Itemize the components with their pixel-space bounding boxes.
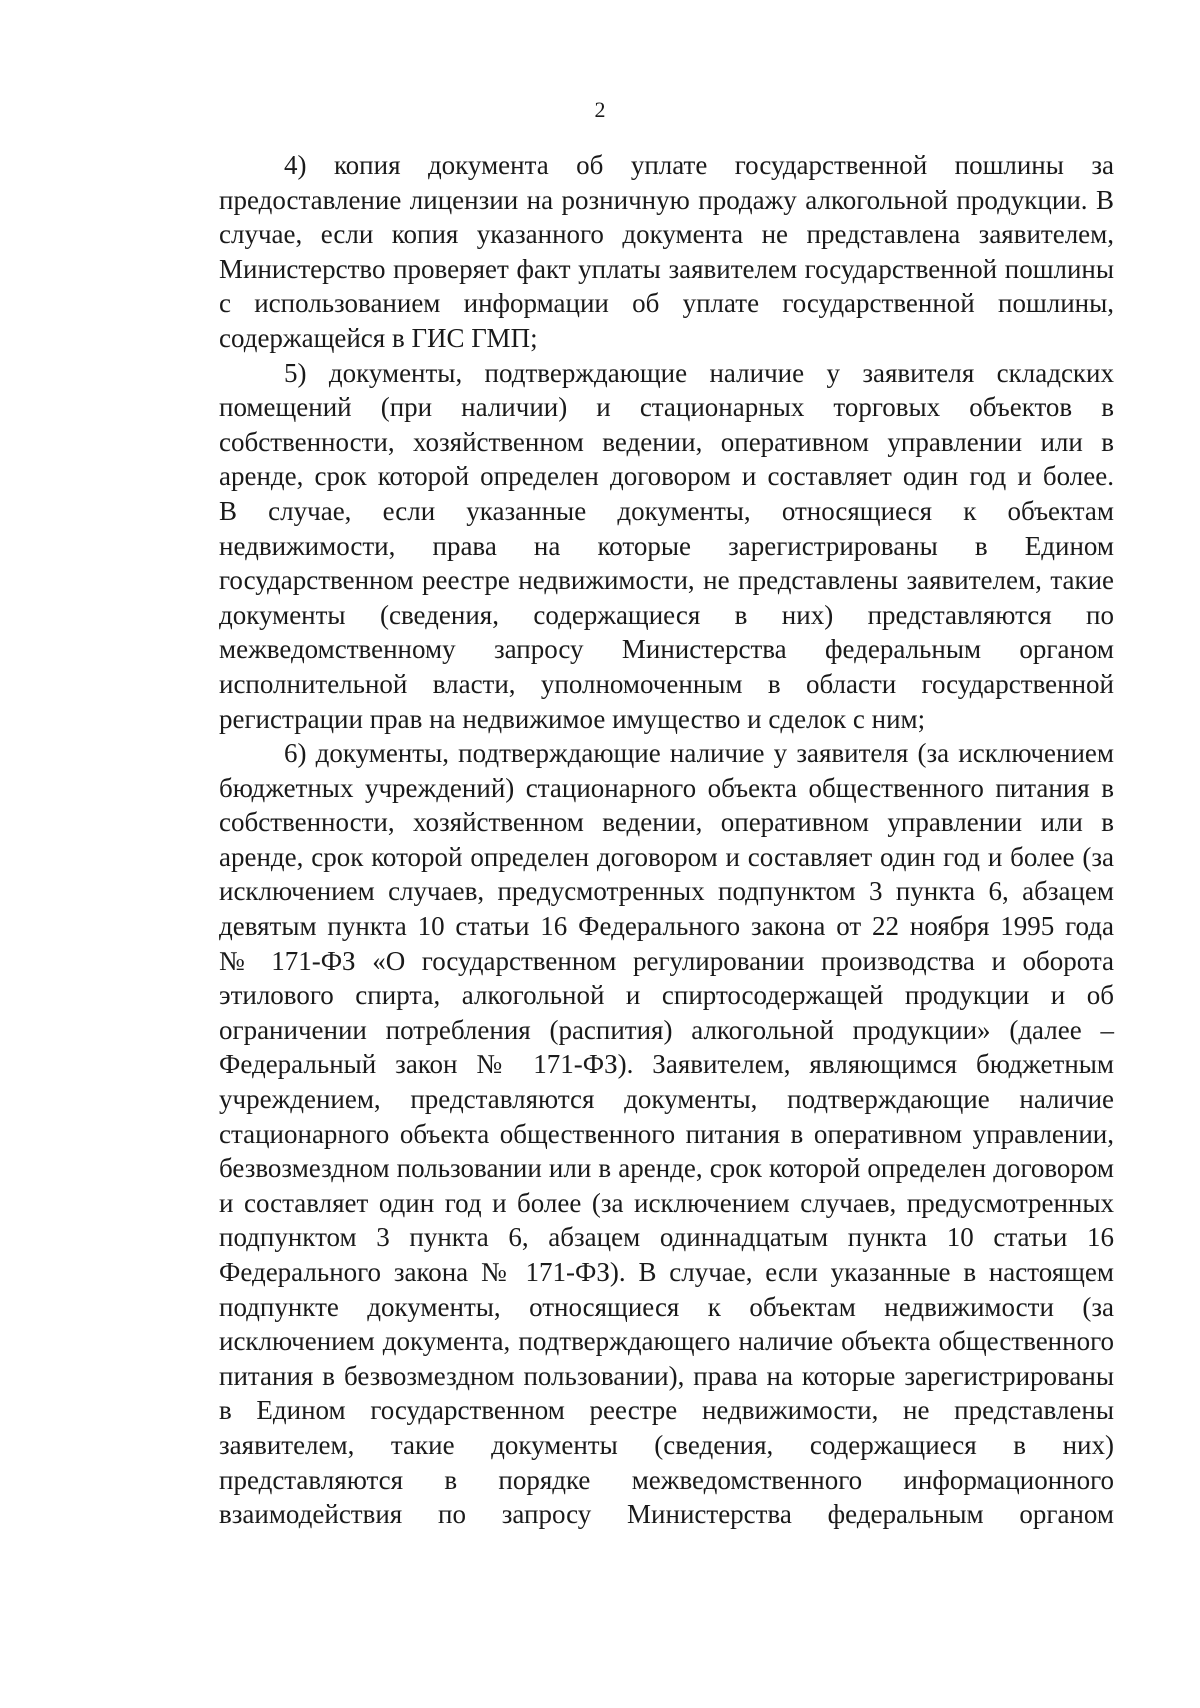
text-line: документы (сведения, содержащиеся в них) представляются по	[219, 599, 1114, 630]
text-line: помещений (при наличии) и стационарных торговых объектов в	[219, 392, 1114, 423]
text-line: подпункте документы, относящиеся к объектам недвижимости (за	[219, 1291, 1114, 1322]
text-line: Федерального закона № 171-ФЗ). В случае, если указанные в настоящем	[219, 1257, 1114, 1287]
text-line: ограничении потребления (распития) алкогольной продукции» (далее –	[219, 1014, 1114, 1045]
text-line: предоставление лицензии на розничную продажу алкогольной продукции. В	[219, 184, 1114, 215]
text-line: собственности, хозяйственном ведении, оперативном управлении или в	[219, 426, 1114, 457]
text-line: 5) документы, подтверждающие наличие у заявителя складских	[284, 357, 1114, 388]
text-line: Министерство проверяет факт уплаты заявителем государственной пошлины	[219, 253, 1114, 284]
text-line: недвижимости, права на которые зарегистрированы в Едином	[219, 530, 1114, 561]
text-line: представляются в порядке межведомственного информационного	[219, 1464, 1114, 1495]
text-line: 6) документы, подтверждающие наличие у заявителя (за исключением	[284, 738, 1114, 769]
text-line: содержащейся в ГИС ГМП;	[219, 322, 538, 353]
text-line: Федеральный закон № 171-ФЗ). Заявителем, являющимся бюджетным	[219, 1049, 1114, 1080]
text-line: аренде, срок которой определен договором и составляет один год и более (за	[219, 841, 1114, 872]
text-line: собственности, хозяйственном ведении, оперативном управлении или в	[219, 807, 1114, 838]
text-line: аренде, срок которой определен договором и составляет один год и более.	[219, 461, 1114, 492]
document-body	[219, 148, 1114, 1532]
text-line: заявителем, такие документы (сведения, содержащиеся в них)	[219, 1429, 1114, 1460]
text-line: и составляет один год и более (за исключением случаев, предусмотренных	[219, 1187, 1114, 1218]
text-line: межведомственному запросу Министерства федеральным органом	[219, 634, 1114, 665]
paragraph-item-4	[219, 148, 1114, 356]
text-line: в Едином государственном реестре недвижимости, не представлены	[219, 1395, 1114, 1426]
text-line: 4) копия документа об уплате государственной пошлины за	[284, 150, 1114, 180]
text-line: исключением случаев, предусмотренных подпунктом 3 пункта 6, абзацем	[219, 876, 1114, 907]
text-line: взаимодействия по запросу Министерства федеральным органом	[219, 1499, 1114, 1530]
text-line: бюджетных учреждений) стационарного объекта общественного питания в	[219, 772, 1114, 803]
text-line: регистрации прав на недвижимое имущество и сделок с ним;	[219, 703, 926, 734]
page-number: 2	[594, 97, 606, 122]
text-line: исключением документа, подтверждающего наличие объекта общественного	[219, 1326, 1114, 1357]
text-line: исполнительной власти, уполномоченным в области государственной	[219, 668, 1114, 699]
text-line: учреждением, представляются документы, подтверждающие наличие	[219, 1084, 1114, 1115]
text-line: безвозмездном пользовании или в аренде, срок которой определен договором	[219, 1153, 1114, 1184]
text-line: с использованием информации об уплате государственной пошлины,	[219, 288, 1114, 319]
text-line: этилового спирта, алкогольной и спиртосодержащей продукции и об	[219, 980, 1114, 1011]
text-line: подпунктом 3 пункта 6, абзацем одиннадцатым пункта 10 статьи 16	[219, 1222, 1114, 1253]
text-line: В случае, если указанные документы, относящиеся к объектам	[219, 495, 1114, 526]
paragraph-item-6	[219, 736, 1114, 1532]
text-line: питания в безвозмездном пользовании), права на которые зарегистрированы	[219, 1360, 1114, 1391]
text-line: девятым пункта 10 статьи 16 Федерального закона от 22 ноября 1995 года	[219, 911, 1114, 942]
text-line: № 171-ФЗ «О государственном регулировании производства и оборота	[219, 945, 1114, 976]
text-line: стационарного объекта общественного питания в оперативном управлении,	[219, 1118, 1114, 1149]
text-line: случае, если копия указанного документа не представлена заявителем,	[219, 219, 1114, 250]
paragraph-item-5	[219, 356, 1114, 737]
text-line: государственном реестре недвижимости, не представлены заявителем, такие	[219, 565, 1114, 596]
